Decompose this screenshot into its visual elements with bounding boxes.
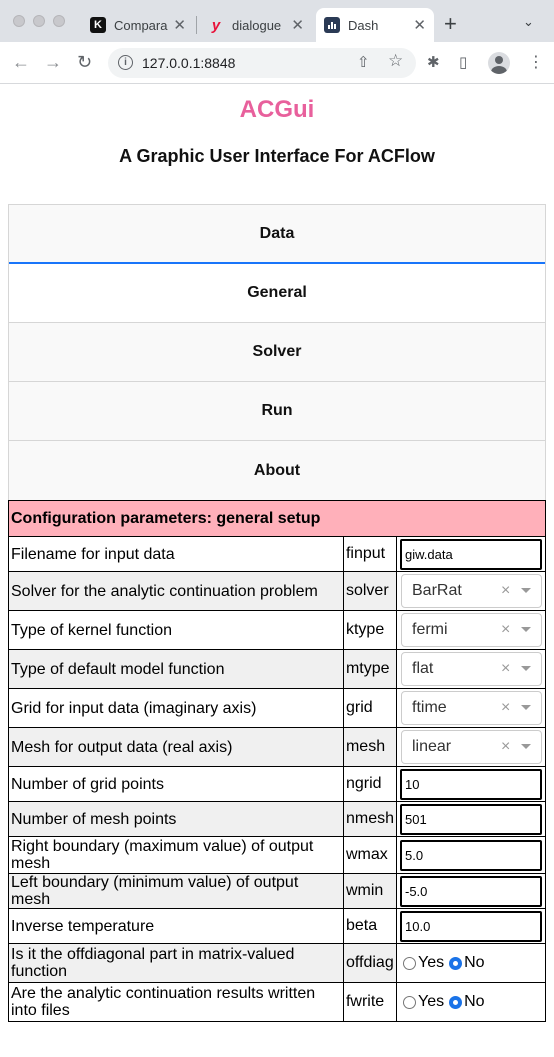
clear-selection-icon[interactable]: ×	[501, 660, 511, 677]
back-arrow-icon[interactable]: ←	[12, 52, 30, 72]
tab-title: dialogue	[232, 17, 282, 33]
param-key: mtype	[343, 650, 396, 689]
tab-about[interactable]: About	[9, 441, 545, 500]
param-key: fwrite	[343, 983, 396, 1022]
tab-data[interactable]: Data	[9, 205, 545, 264]
dash-chart-icon	[324, 17, 340, 33]
tab-general[interactable]: General	[9, 264, 545, 323]
tab-title: Compara	[114, 17, 168, 33]
config-heading: Configuration parameters: general setup	[9, 501, 546, 537]
table-row	[9, 611, 546, 650]
profile-avatar-icon[interactable]	[488, 52, 510, 74]
site-info-icon[interactable]: i	[118, 55, 133, 70]
offdiag-no-radio[interactable]	[449, 957, 462, 970]
table-row	[9, 983, 546, 1022]
mesh-dropdown[interactable]	[401, 730, 542, 764]
param-key: offdiag	[343, 944, 396, 983]
param-description: Number of mesh points	[9, 802, 344, 837]
k-logo-icon: K	[90, 17, 106, 33]
param-description: Grid for input data (imaginary axis)	[9, 689, 344, 728]
side-panel-icon[interactable]: ▯	[459, 54, 468, 71]
browser-tab-strip	[0, 0, 554, 42]
param-description: Mesh for output data (real axis)	[9, 728, 344, 767]
beta-input[interactable]	[400, 911, 542, 942]
config-table	[8, 500, 546, 1022]
window-close-button[interactable]	[13, 15, 25, 27]
browser-tab-dash[interactable]	[316, 8, 434, 42]
clear-selection-icon[interactable]: ×	[501, 699, 511, 716]
ngrid-input[interactable]	[400, 769, 542, 800]
radio-label[interactable]: Yes	[418, 954, 445, 971]
close-tab-icon[interactable]: ✕	[173, 17, 186, 34]
tab-solver[interactable]: Solver	[9, 323, 545, 382]
table-row	[9, 802, 546, 837]
address-bar[interactable]	[108, 48, 416, 78]
nav-tabs	[8, 204, 546, 501]
dropdown-value: linear	[412, 738, 452, 755]
radio-label[interactable]: Yes	[418, 993, 445, 1010]
table-row	[9, 837, 546, 874]
param-key: ngrid	[343, 767, 396, 802]
clear-selection-icon[interactable]: ×	[501, 582, 511, 599]
dropdown-arrow-icon[interactable]	[521, 588, 531, 593]
table-row	[9, 944, 546, 983]
new-tab-plus-icon[interactable]: +	[444, 11, 457, 36]
window-minimize-button[interactable]	[33, 15, 45, 27]
fwrite-no-radio[interactable]	[449, 996, 462, 1009]
close-tab-icon[interactable]: ✕	[413, 17, 426, 34]
browser-tab-compara[interactable]	[82, 8, 194, 42]
dropdown-value: flat	[412, 660, 434, 677]
param-description: Solver for the analytic continuation problem	[9, 572, 344, 611]
param-key: wmax	[343, 837, 396, 874]
table-row	[9, 572, 546, 611]
param-description: Are the analytic continuation results written into files	[9, 983, 344, 1022]
radio-label[interactable]: No	[464, 993, 485, 1010]
table-row	[9, 689, 546, 728]
param-description: Type of kernel function	[9, 611, 344, 650]
reload-icon[interactable]: ↻	[77, 52, 93, 72]
grid-dropdown[interactable]	[401, 691, 542, 725]
dropdown-value: fermi	[412, 621, 448, 638]
param-key: ktype	[343, 611, 396, 650]
param-key: wmin	[343, 874, 396, 909]
dropdown-value: BarRat	[412, 582, 462, 599]
solver-dropdown[interactable]	[401, 574, 542, 608]
table-row	[9, 909, 546, 944]
param-description: Type of default model function	[9, 650, 344, 689]
offdiag-radio-group	[399, 954, 543, 972]
config-heading-row	[9, 501, 546, 537]
y-logo-icon: y	[211, 16, 221, 34]
param-key: solver	[343, 572, 396, 611]
param-description: Number of grid points	[9, 767, 344, 802]
tab-divider	[196, 16, 197, 34]
close-tab-icon[interactable]: ✕	[291, 17, 304, 34]
wmax-input[interactable]	[400, 840, 542, 871]
browser-menu-icon[interactable]: ⋮	[528, 54, 544, 71]
param-description: Inverse temperature	[9, 909, 344, 944]
param-key: nmesh	[343, 802, 396, 837]
param-description: Right boundary (maximum value) of output mesh	[9, 837, 344, 874]
ktype-dropdown[interactable]	[401, 613, 542, 647]
offdiag-yes-radio[interactable]	[403, 957, 416, 970]
share-icon[interactable]: ⇧	[357, 54, 370, 71]
table-row	[9, 728, 546, 767]
param-key: grid	[343, 689, 396, 728]
dropdown-arrow-icon[interactable]	[521, 744, 531, 749]
tab-search-chevron-icon[interactable]: ⌄	[523, 14, 534, 29]
tab-run[interactable]: Run	[9, 382, 545, 441]
finput-input[interactable]	[400, 539, 542, 570]
param-description: Filename for input data	[9, 537, 344, 572]
param-key: mesh	[343, 728, 396, 767]
table-row	[9, 767, 546, 802]
table-row	[9, 650, 546, 689]
page-subtitle: A Graphic User Interface For ACFlow	[119, 146, 435, 166]
param-key: beta	[343, 909, 396, 944]
dropdown-arrow-icon[interactable]	[521, 666, 531, 671]
mtype-dropdown[interactable]	[401, 652, 542, 686]
dropdown-arrow-icon[interactable]	[521, 705, 531, 710]
fwrite-yes-radio[interactable]	[403, 996, 416, 1009]
clear-selection-icon[interactable]: ×	[501, 621, 511, 638]
bookmark-star-icon[interactable]: ☆	[388, 51, 404, 70]
param-description: Is it the offdiagonal part in matrix-valued function	[9, 944, 344, 983]
nmesh-input[interactable]	[400, 804, 542, 835]
table-row	[9, 874, 546, 909]
url-text[interactable]: 127.0.0.1:8848	[142, 55, 236, 71]
param-key: finput	[343, 537, 396, 572]
page-title: ACGui	[239, 96, 315, 123]
extensions-puzzle-icon[interactable]: ✱	[427, 54, 440, 71]
browser-tab-dialogue[interactable]	[200, 8, 312, 42]
dropdown-value: ftime	[412, 699, 447, 716]
window-zoom-button[interactable]	[53, 15, 65, 27]
forward-arrow-icon[interactable]: →	[44, 52, 62, 72]
clear-selection-icon[interactable]: ×	[501, 738, 511, 755]
wmin-input[interactable]	[400, 876, 542, 907]
radio-label[interactable]: No	[464, 954, 485, 971]
fwrite-radio-group	[399, 993, 543, 1011]
dropdown-arrow-icon[interactable]	[521, 627, 531, 632]
browser-toolbar	[0, 42, 554, 84]
tab-title: Dash	[348, 17, 379, 33]
param-description: Left boundary (minimum value) of output mesh	[9, 874, 344, 909]
table-row	[9, 537, 546, 572]
